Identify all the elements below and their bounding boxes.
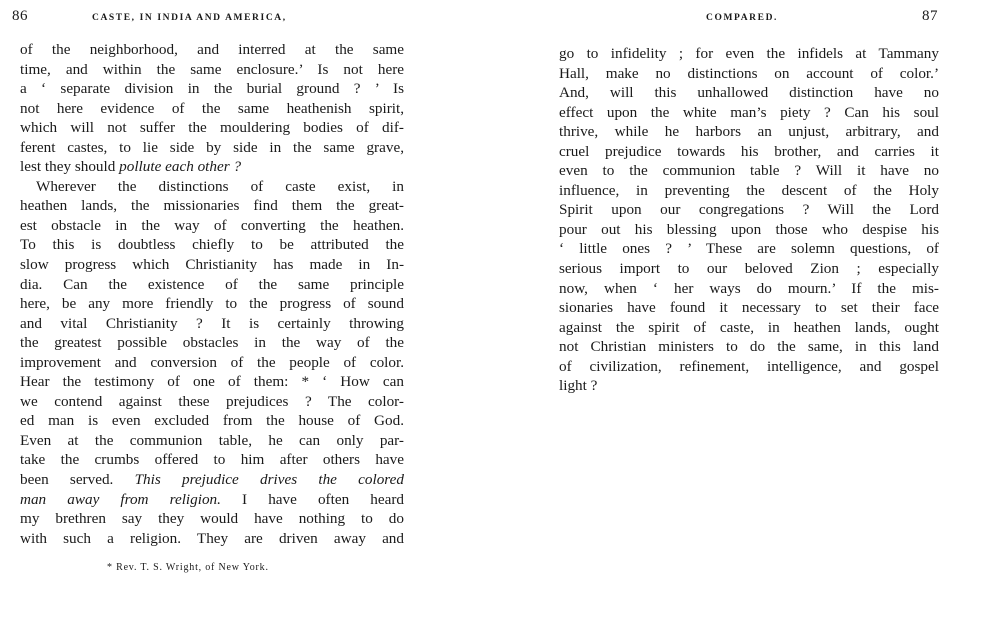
- text-line: [20, 490, 404, 510]
- text-line: ed man is even excluded from the house of God.: [20, 412, 404, 430]
- text-line: heathen lands, the missionaries find them the great-: [20, 197, 404, 215]
- text-line: of civilization, refinement, intelligence, and gospel: [559, 357, 939, 375]
- italic-emphasis: man away from religion.: [20, 490, 221, 508]
- text-line: [20, 470, 404, 490]
- text-segment: lest they should: [20, 158, 120, 176]
- text-line: pour out his blessing upon those who despise his: [559, 220, 939, 238]
- text-line: we contend against these prejudices ? The color-: [20, 392, 404, 410]
- text-line: sionaries have found it necessary to set their face: [559, 299, 939, 317]
- text-line: thrive, while he harbors an unjust, arbitrary, and: [559, 123, 939, 141]
- left-page-body: [20, 40, 404, 548]
- text-line: dia. Can the existence of the same principle: [20, 275, 404, 293]
- text-line: not here evidence of the same heathenish spirit,: [20, 99, 404, 117]
- text-line: influence, in preventing the descent of the Holy: [559, 181, 939, 199]
- text-line: against the spirit of caste, in heathen lands, ought: [559, 318, 939, 336]
- text-line: of the neighborhood, and interred at the same: [20, 41, 404, 58]
- text-line: cruel prejudice towards his brother, and carries it: [559, 142, 939, 160]
- text-segment: been served.: [20, 471, 135, 489]
- running-head-right: COMPARED.: [706, 13, 779, 23]
- page-number-right: 87: [922, 8, 938, 24]
- text-line: now, when ‘ her ways do mourn.’ If the mis-: [559, 279, 939, 297]
- text-line: ‘ little ones ? ’ These are solemn questions, of: [559, 240, 939, 258]
- text-line: Spirit upon our congregations ? Will the Lord: [559, 201, 939, 219]
- text-line: est obstacle in the way of converting the heathen.: [20, 216, 404, 234]
- text-line: and vital Christianity ? It is certainly throwing: [20, 314, 404, 332]
- text-line: Hear the testimony of one of them: * ‘ How can: [20, 373, 404, 391]
- text-line: a ‘ separate division in the burial ground ? ’ Is: [20, 80, 404, 98]
- text-line: time, and within the same enclosure.’ Is not here: [20, 60, 404, 78]
- text-line: even to the communion table ? Will it have no: [559, 162, 939, 180]
- text-line: not Christian ministers to do the same, in this land: [559, 338, 939, 356]
- text-line: light ?: [559, 377, 598, 395]
- italic-emphasis: pollute each other ?: [119, 158, 242, 176]
- text-line: the greatest possible obstacles in the way of the: [20, 334, 404, 352]
- text-line: with such a religion. They are driven away and: [20, 529, 404, 547]
- text-line: And, will this unhallowed distinction have no: [559, 84, 939, 102]
- running-head-left: CASTE, IN INDIA AND AMERICA,: [92, 13, 287, 23]
- page-number-left: 86: [12, 8, 28, 24]
- text-line: effect upon the white man’s piety ? Can his soul: [559, 103, 939, 121]
- text-line: Even at the communion table, he can only par-: [20, 431, 404, 449]
- italic-emphasis: This prejudice drives the colored: [134, 471, 404, 489]
- text-line: To this is doubtless chiefly to be attributed the: [20, 236, 404, 254]
- text-line: which will not suffer the mouldering bodies of dif-: [20, 119, 404, 137]
- text-line: Wherever the distinctions of caste exist, in: [36, 177, 404, 195]
- text-line: ferent castes, to lie side by side in the same grave,: [20, 138, 404, 156]
- text-segment: I have often heard: [220, 490, 404, 508]
- text-line: Hall, make no distinctions on account of color.’: [559, 64, 939, 82]
- text-line: take the crumbs offered to him after others have: [20, 451, 404, 469]
- text-line: my brethren say they would have nothing to do: [20, 510, 404, 528]
- right-page-body: [559, 44, 939, 396]
- text-line: here, be any more friendly to the progress of sound: [20, 295, 404, 313]
- right-page: [500, 0, 1000, 631]
- text-line: serious import to our beloved Zion ; especially: [559, 260, 939, 278]
- text-line: improvement and conversion of the people of color.: [20, 353, 404, 371]
- footnote: * Rev. T. S. Wright, of New York.: [107, 562, 269, 573]
- text-line: [20, 157, 404, 177]
- text-line: slow progress which Christianity has made in In-: [20, 256, 404, 274]
- text-line: go to infidelity ; for even the infidels at Tammany: [559, 45, 939, 62]
